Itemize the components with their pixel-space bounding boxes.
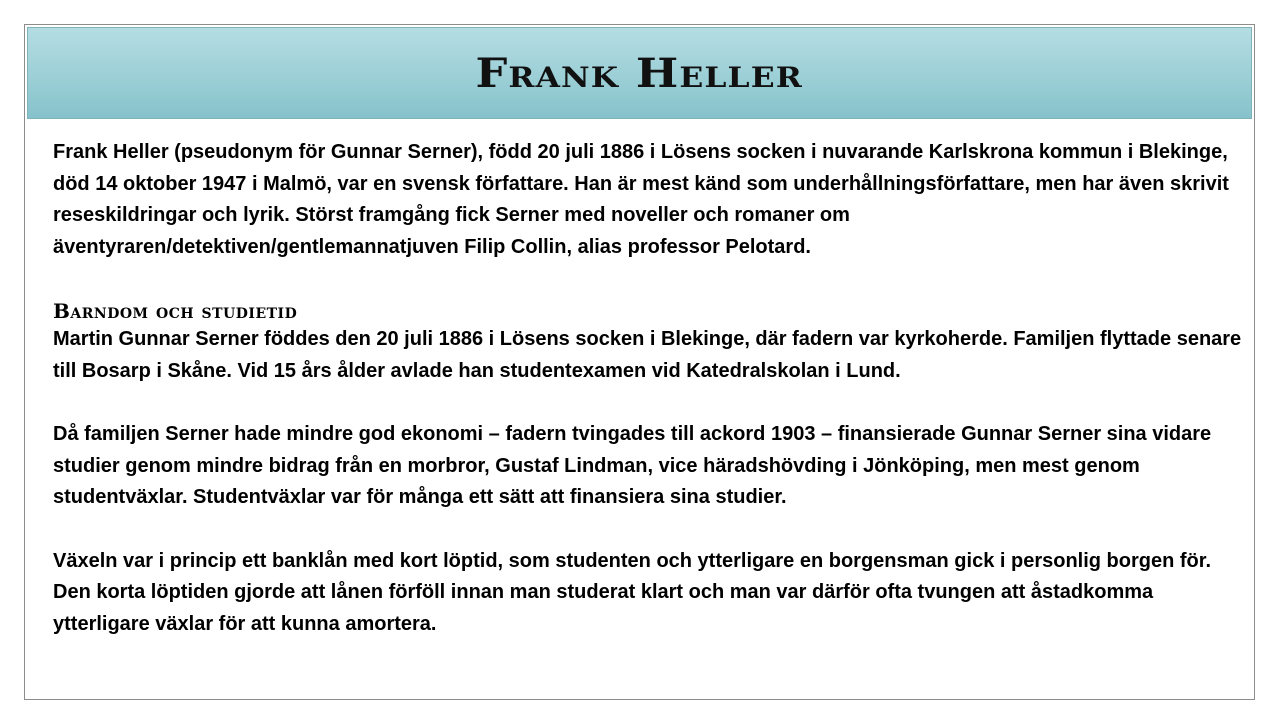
spacer [53,263,1243,295]
section-heading: Barndom och studietid [53,299,298,323]
title-bar [27,27,1252,119]
spacer [53,514,1243,546]
slide-title: Frank Heller [475,49,804,97]
spacer [53,387,1243,419]
slide [24,24,1255,700]
body-paragraph-1: Martin Gunnar Serner föddes den 20 juli 1886 i Lösens socken i Blekinge, där fadern var kyrkoherde. Familjen flyttade senare till Bosarp i Skåne. Vid 15 års ålder avlade han studentexamen vid Katedralskolan i Lund. [53,328,1242,382]
body-paragraph-3: Växeln var i princip ett banklån med kort löptid, som studenten och ytterligare en borgensman gick i personlig borgen för. Den korta löptiden gjorde att lånen förföll innan man studerat klart och man var därför ofta tvungen att åstadkomma ytterligare växlar för att kunna amortera. [53,549,1211,635]
slide-body [53,137,1243,640]
intro-paragraph: Frank Heller (pseudonym för Gunnar Serner), född 20 juli 1886 i Lösens socken i nuvarande Karlskrona kommun i Blekinge, död 14 oktober 1947 i Malmö, var en svensk författare. Han är mest känd som underhållningsförfattare, men har även skrivit reseskildringar och lyrik. Störst framgång fick Serner med noveller och romaner om äventyraren/detektiven/gentlemannatjuven Filip Collin, alias professor Pelotard. [53,141,1229,258]
body-paragraph-2: Då familjen Serner hade mindre god ekonomi – fadern tvingades till ackord 1903 – finansierade Gunnar Serner sina vidare studier genom mindre bidrag från en morbror, Gustaf Lindman, vice häradshövding i Jönköping, men mest genom studentväxlar. Studentväxlar var för många ett sätt att finansiera sina studier. [53,423,1212,508]
